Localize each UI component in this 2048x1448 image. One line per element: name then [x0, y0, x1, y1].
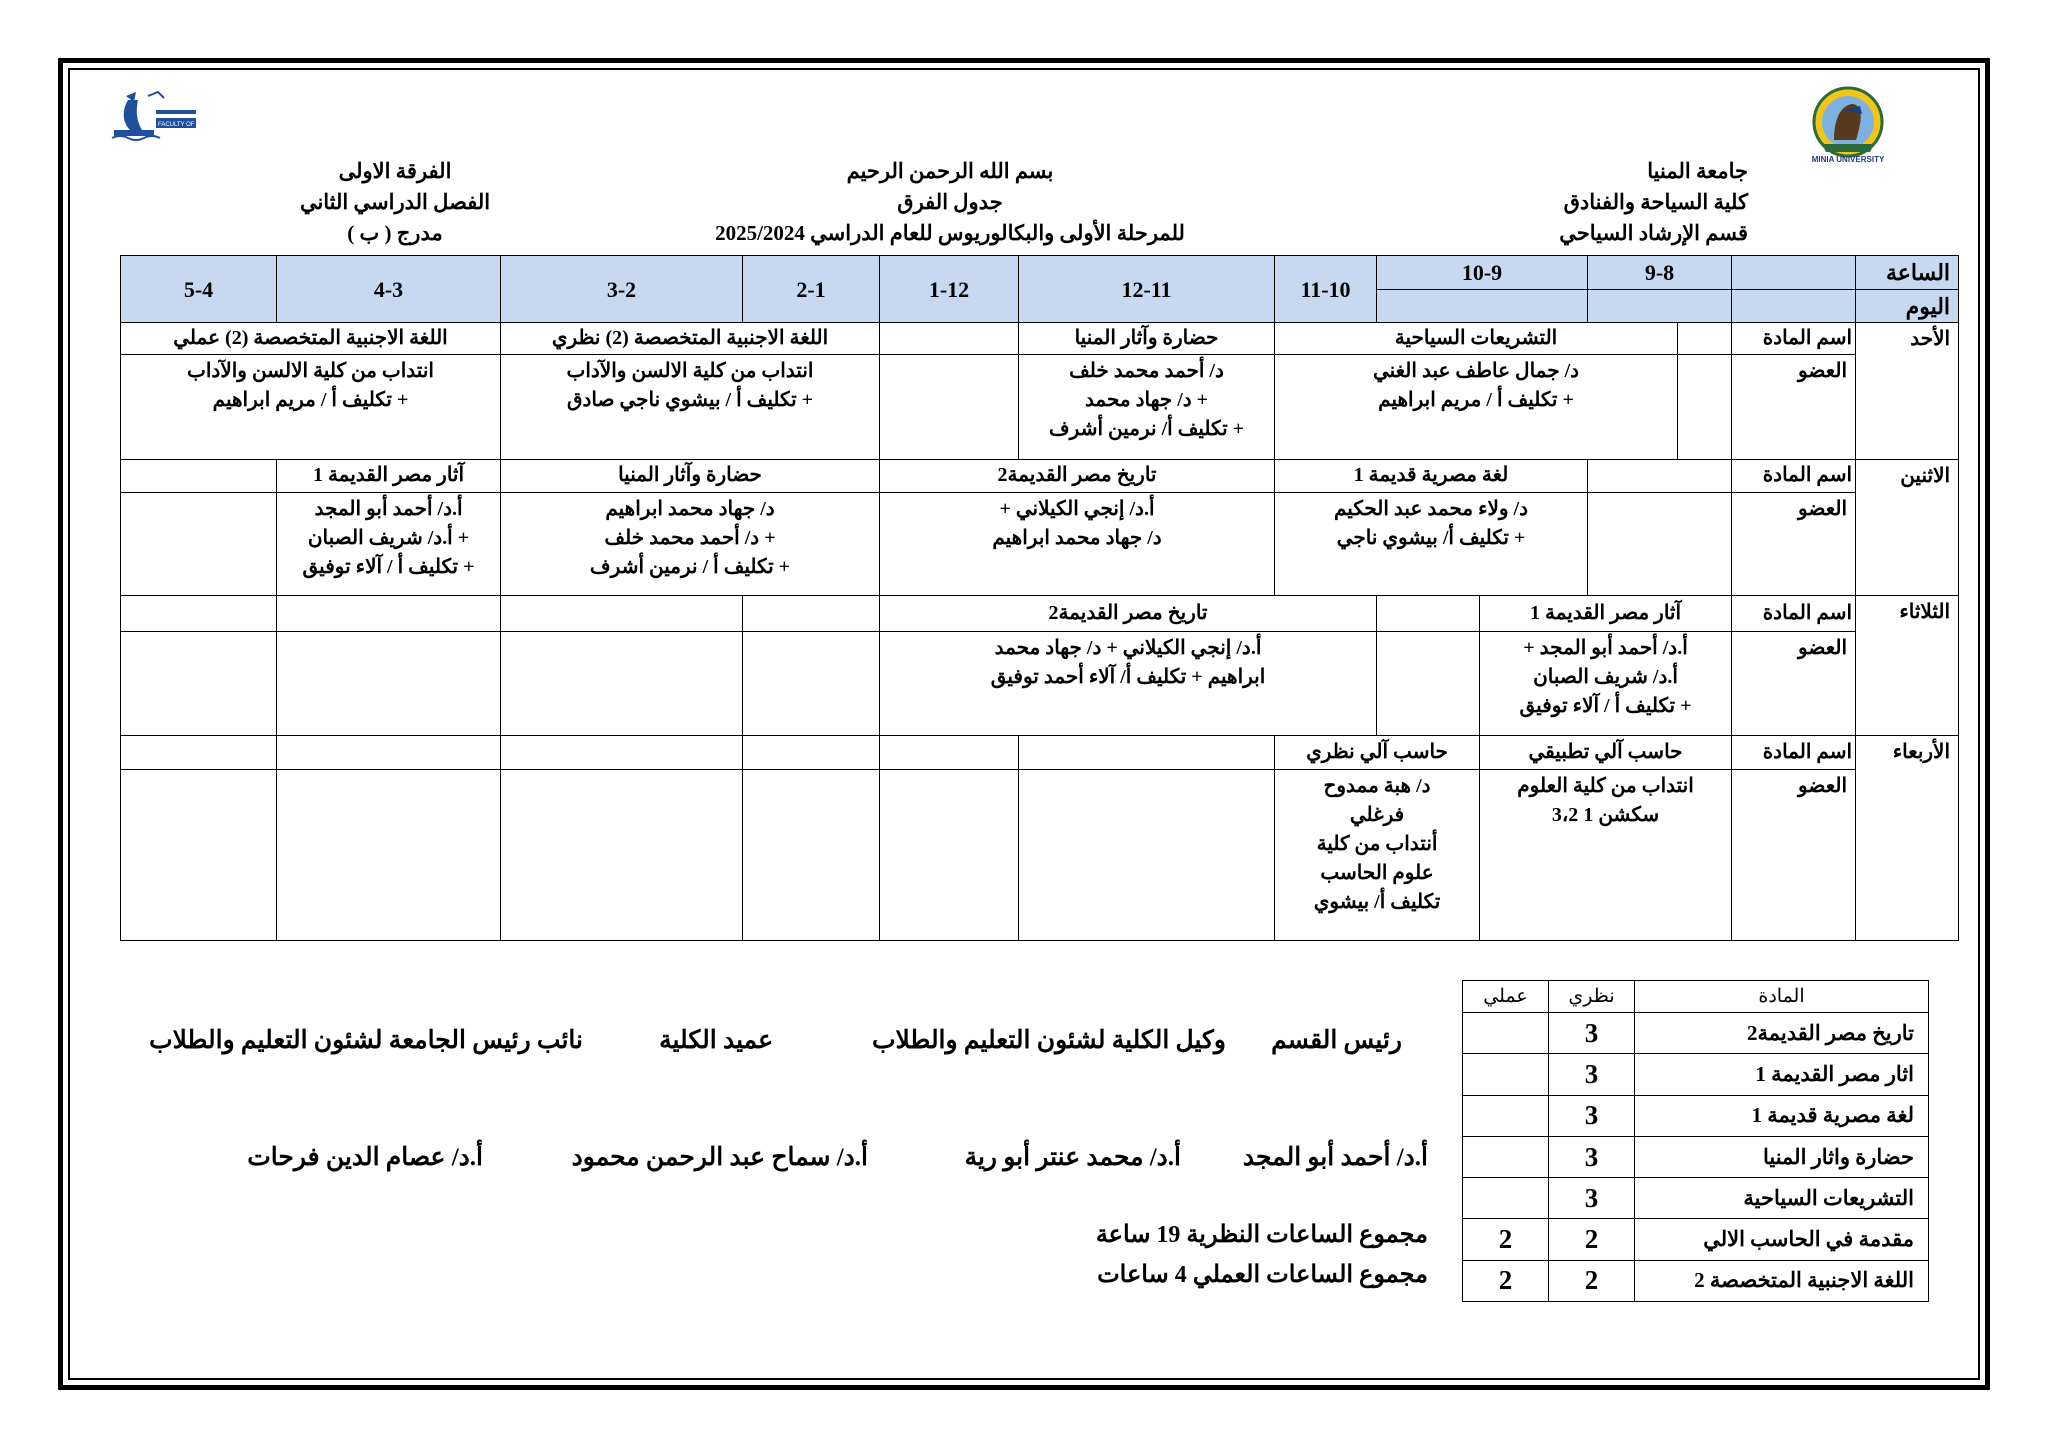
total-practical-hours: مجموع الساعات العملي 4 ساعات [1097, 1262, 1428, 1288]
empty-cell [121, 736, 277, 770]
empty-cell [1588, 493, 1732, 596]
member-line: + تكليف أ / آلاء توفيق [302, 556, 475, 579]
empty-cell [880, 736, 1019, 770]
member-line: د/ جمال عاطف عبد الغني [1372, 360, 1580, 383]
empty-cell [743, 736, 880, 770]
slot-4-3: 4-3 [277, 256, 501, 323]
day-wednesday: الأربعاء [1856, 736, 1959, 941]
slot-11-10: 11-10 [1275, 256, 1377, 323]
sunday-legislation-member [1275, 355, 1678, 459]
signature-name-dept-head: أ.د/ أحمد أبو المجد [1242, 1144, 1428, 1171]
member-line: سكشن 1 3،2 [1551, 804, 1660, 827]
summary-theory-hours: 3 [1549, 1013, 1635, 1054]
summary-subject: تاريخ مصر القديمة2 [1635, 1013, 1929, 1054]
empty-cell [1588, 459, 1732, 492]
faculty-logo-caption: FACULTY OF TOURISM AND HOTELS [158, 122, 264, 128]
member-line: + د/ جهاد محمد [1084, 389, 1209, 412]
monday-ancient-archaeology-subject: آثار مصر القديمة 1 [277, 459, 501, 492]
empty-cell [277, 770, 501, 941]
wednesday-computer-practical-subject: حاسب آلي تطبيقي [1480, 736, 1732, 770]
semester: الفصل الدراسي الثاني [299, 190, 491, 214]
member-label: العضو [1732, 493, 1856, 596]
header-blank [1732, 256, 1856, 290]
member-line: أ.د/ شريف الصبان [1533, 665, 1678, 688]
empty-cell [880, 355, 1019, 459]
subject-label: اسم المادة [1732, 459, 1856, 492]
signature-name-vice-dean: أ.د/ محمد عنتر أبو رية [964, 1144, 1181, 1171]
summary-theory-hours: 3 [1549, 1095, 1635, 1136]
day-monday: الاثنين [1856, 459, 1959, 596]
summary-practical-hours [1463, 1054, 1549, 1095]
summary-practical-hours [1463, 1136, 1549, 1177]
empty-cell [743, 631, 880, 735]
empty-cell [501, 631, 743, 735]
member-line: تكليف أ/ بيشوي [1313, 891, 1441, 914]
day-sunday: الأحد [1856, 323, 1959, 460]
summary-subject: لغة مصرية قديمة 1 [1635, 1095, 1929, 1136]
slot-2-1: 2-1 [743, 256, 880, 323]
member-line: + تكليف أ/ بيشوي ناجي [1336, 527, 1526, 550]
member-line: + تكليف أ / مريم ابراهيم [1378, 389, 1574, 412]
empty-cell [121, 770, 277, 941]
slot-3-2: 3-2 [501, 256, 743, 323]
empty-cell [121, 596, 277, 631]
faculty-logo [108, 88, 264, 146]
member-label: العضو [1732, 770, 1856, 941]
tuesday-ancient-history-member [880, 631, 1377, 735]
sunday-minia-civ-subject: حضارة وآثار المنيا [1019, 323, 1275, 355]
summary-practical-header: عملي [1463, 981, 1549, 1013]
slot-9-8: 9-8 [1588, 256, 1732, 290]
monday-ancient-history-member [880, 493, 1275, 596]
summary-subject-header: المادة [1635, 981, 1929, 1013]
member-line: انتداب من كلية الالسن والآداب [566, 360, 814, 383]
empty-cell [501, 596, 743, 631]
empty-cell [1019, 770, 1275, 941]
hours-summary-table [1462, 980, 1929, 1302]
member-line: د/ هبة ممدوح [1323, 775, 1431, 798]
member-line: + تكليف أ / مريم ابراهيم [212, 389, 409, 412]
summary-practical-hours: 2 [1463, 1219, 1549, 1260]
subject-label: اسم المادة [1732, 736, 1856, 770]
summary-practical-hours [1463, 1178, 1549, 1219]
member-line: أ.د/ أحمد أبو المجد [314, 498, 463, 521]
member-line: انتداب من كلية الالسن والآداب [187, 360, 434, 383]
header-institution [1559, 156, 1748, 249]
year-level: الفرقة الاولى [338, 159, 452, 183]
summary-subject: حضارة واثار المنيا [1635, 1136, 1929, 1177]
slot-12-11: 12-11 [1019, 256, 1275, 323]
empty-cell [121, 459, 277, 492]
wednesday-computer-theory-subject: حاسب آلي نظري [1275, 736, 1480, 770]
university-logo-caption: MINIA UNIVERSITY [1811, 155, 1885, 164]
empty-cell [121, 631, 277, 735]
member-line: علوم الحاسب [1320, 862, 1434, 885]
summary-practical-hours: 2 [1463, 1260, 1549, 1301]
member-line: فرغلي [1349, 804, 1405, 827]
summary-practical-hours [1463, 1013, 1549, 1054]
sunday-foreign-lang-practical-subject: اللغة الاجنبية المتخصصة (2) عملي [121, 323, 501, 355]
summary-theory-hours: 2 [1549, 1260, 1635, 1301]
member-line: + أ.د/ شريف الصبان [307, 527, 470, 550]
empty-cell [743, 770, 880, 941]
summary-practical-hours [1463, 1095, 1549, 1136]
member-line: د/ أحمد محمد خلف [1069, 360, 1224, 383]
empty-cell [1678, 355, 1732, 459]
wednesday-computer-theory-member [1275, 770, 1480, 941]
university-logo [1800, 84, 1896, 164]
monday-minia-civ-member [501, 493, 880, 596]
monday-ancient-archaeology-member [277, 493, 501, 596]
signature-title-vice-dean: وكيل الكلية لشئون التعليم والطلاب [871, 1027, 1226, 1054]
total-theory-hours: مجموع الساعات النظرية 19 ساعة [1095, 1222, 1428, 1248]
member-line: + تكليف أ / بيشوي ناجي صادق [566, 389, 814, 412]
tuesday-ancient-archaeology-member [1480, 631, 1732, 735]
header-class-info [260, 156, 530, 249]
monday-egyptian-lang-member [1275, 493, 1588, 596]
tuesday-ancient-history-subject: تاريخ مصر القديمة2 [880, 596, 1377, 631]
member-label: العضو [1732, 355, 1856, 459]
summary-theory-hours: 2 [1549, 1219, 1635, 1260]
summary-subject: مقدمة في الحاسب الالي [1635, 1219, 1929, 1260]
empty-cell [1019, 736, 1275, 770]
empty-cell [501, 736, 743, 770]
slot-1-12: 1-12 [880, 256, 1019, 323]
member-line: د/ ولاء محمد عبد الحكيم [1333, 498, 1529, 521]
summary-subject: التشريعات السياحية [1635, 1178, 1929, 1219]
member-line: + تكليف أ/ نرمين أشرف [1048, 418, 1245, 441]
member-line: + تكليف أ / آلاء توفيق [1519, 694, 1692, 717]
member-line: + تكليف أ / نرمين أشرف [589, 556, 791, 579]
monday-minia-civ-subject: حضارة وآثار المنيا [501, 459, 880, 492]
subject-label: اسم المادة [1732, 323, 1856, 355]
lecture-hall: مدرج ( ب ) [347, 221, 443, 245]
wednesday-computer-practical-member [1480, 770, 1732, 941]
academic-year: للمرحلة الأولى والبكالوريوس للعام الدراسي 2025/2024 [715, 221, 1185, 245]
empty-cell [1377, 631, 1480, 735]
subject-label: اسم المادة [1732, 596, 1856, 631]
member-line: + د/ أحمد محمد خلف [604, 527, 776, 550]
sunday-legislation-subject: التشريعات السياحية [1275, 323, 1678, 355]
member-line: أ.د/ أحمد أبو المجد + [1523, 636, 1688, 659]
empty-cell [121, 493, 277, 596]
summary-subject: اللغة الاجنبية المتخصصة 2 [1635, 1260, 1929, 1301]
sunday-minia-civ-member [1019, 355, 1275, 459]
signature-name-vice-president: أ.د/ عصام الدين فرحات [247, 1144, 483, 1171]
signature-title-vice-president: نائب رئيس الجامعة لشئون التعليم والطلاب [149, 1027, 583, 1054]
summary-subject: اثار مصر القديمة 1 [1635, 1054, 1929, 1095]
empty-cell [501, 770, 743, 941]
schedule-title: جدول الفرق [897, 190, 1003, 214]
member-line: أنتداب من كلية [1316, 833, 1438, 856]
schedule-table [120, 255, 1959, 941]
day-label: اليوم [1856, 290, 1959, 323]
summary-theory-hours: 3 [1549, 1136, 1635, 1177]
header-title [640, 156, 1260, 249]
empty-cell [1678, 323, 1732, 355]
empty-cell [277, 596, 501, 631]
member-line: ابراهيم + تكليف أ/ آلاء أحمد توفيق [990, 665, 1266, 688]
header-blank [1588, 290, 1732, 323]
faculty-name: كلية السياحة والفنادق [1563, 190, 1748, 214]
member-line: د/ جهاد محمد ابراهيم [605, 498, 775, 521]
sunday-foreign-lang-practical-member [121, 355, 501, 459]
slot-10-9: 10-9 [1377, 256, 1588, 290]
department-name: قسم الإرشاد السياحي [1559, 221, 1748, 245]
header-blank [1732, 290, 1856, 323]
header-blank [1377, 290, 1588, 323]
empty-cell [743, 596, 880, 631]
tuesday-ancient-archaeology-subject: آثار مصر القديمة 1 [1480, 596, 1732, 631]
member-line: أ.د/ إنجي الكيلاني + [999, 498, 1155, 521]
summary-theory-hours: 3 [1549, 1178, 1635, 1219]
signature-title-dept-head: رئيس القسم [1271, 1027, 1402, 1054]
member-line: أ.د/ إنجي الكيلاني + د/ جهاد محمد [994, 636, 1262, 659]
summary-theory-hours: 3 [1549, 1054, 1635, 1095]
sunday-foreign-lang-theory-subject: اللغة الاجنبية المتخصصة (2) نظري [501, 323, 880, 355]
member-line: انتداب من كلية العلوم [1517, 775, 1694, 798]
empty-cell [1377, 596, 1480, 631]
slot-5-4: 5-4 [121, 256, 277, 323]
member-line: د/ جهاد محمد ابراهيم [992, 527, 1162, 550]
member-label: العضو [1732, 631, 1856, 735]
day-tuesday: الثلاثاء [1856, 596, 1959, 736]
summary-theory-header: نظري [1549, 981, 1635, 1013]
empty-cell [277, 631, 501, 735]
empty-cell [880, 770, 1019, 941]
university-name: جامعة المنيا [1647, 159, 1748, 183]
signature-name-dean: أ.د/ سماح عبد الرحمن محمود [571, 1144, 868, 1171]
basmala: بسم الله الرحمن الرحيم [846, 159, 1054, 183]
monday-egyptian-lang-subject: لغة مصرية قديمة 1 [1275, 459, 1588, 492]
empty-cell [880, 323, 1019, 355]
monday-ancient-history-subject: تاريخ مصر القديمة2 [880, 459, 1275, 492]
empty-cell [277, 736, 501, 770]
signature-title-dean: عميد الكلية [659, 1027, 773, 1054]
sunday-foreign-lang-theory-member [501, 355, 880, 459]
hour-label: الساعة [1856, 256, 1959, 290]
